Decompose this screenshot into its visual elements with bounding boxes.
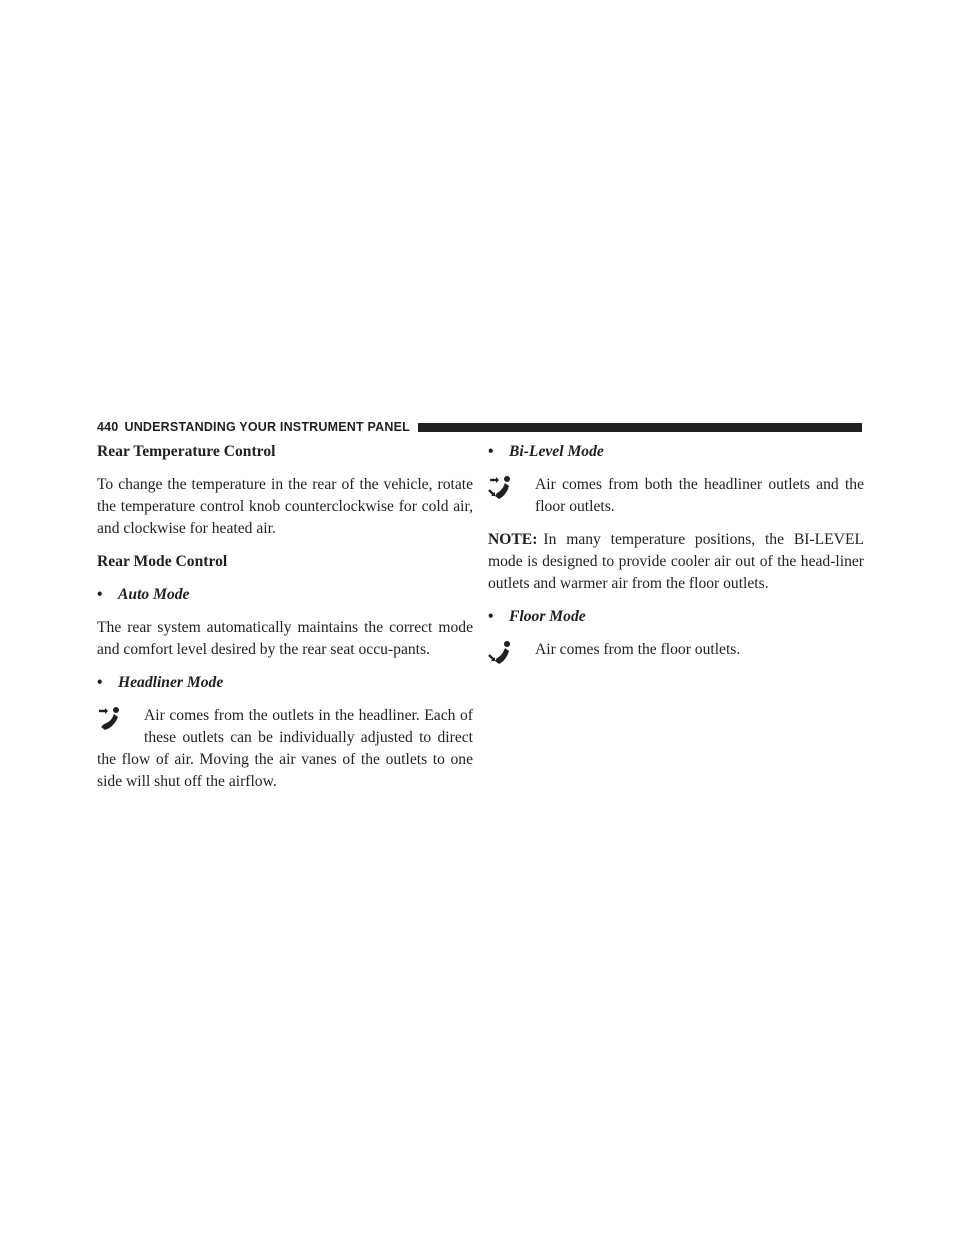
- note-label: NOTE:: [488, 531, 538, 548]
- page-header: [97, 418, 862, 436]
- rear-temperature-text: To change the temperature in the rear of the vehicle, rotate the temperature control knob counterclockwise for cold air, and clockwise for heated air.: [97, 476, 473, 537]
- headliner-mode-item: [97, 672, 473, 694]
- headliner-mode-label: Headliner Mode: [118, 674, 224, 691]
- note-paragraph: [488, 529, 864, 595]
- right-column: [488, 441, 864, 694]
- bullet: •: [97, 674, 103, 691]
- floor-mode-label: Floor Mode: [509, 608, 586, 625]
- bilevel-mode-text: Air comes from both the headliner outlets and the floor outlets.: [535, 476, 864, 515]
- floor-mode-description: [488, 639, 864, 683]
- note-text: In many temperature positions, the BI-LEVEL mode is designed to provide cooler air out of the head-liner outlets and warmer air from the floor outlets.: [488, 531, 864, 592]
- bullet: •: [97, 586, 103, 603]
- rear-temperature-heading: Rear Temperature Control: [97, 443, 276, 460]
- headliner-mode-text: Air comes from the outlets in the headliner. Each of these outlets can be individually adjusted to direct the flow of air. Moving the air vanes of the outlets to one side will shut off the airflow.: [97, 707, 473, 790]
- floor-mode-icon: [488, 639, 528, 683]
- bilevel-mode-icon: [488, 474, 528, 518]
- auto-mode-label: Auto Mode: [118, 586, 190, 603]
- bilevel-mode-item: [488, 441, 864, 463]
- floor-mode-item: [488, 606, 864, 628]
- auto-mode-text: The rear system automatically maintains the correct mode and comfort level desired by the rear seat occu-pants.: [97, 619, 473, 658]
- rear-mode-heading: Rear Mode Control: [97, 553, 228, 570]
- bullet: •: [488, 443, 494, 460]
- left-column: [97, 441, 473, 804]
- bullet: •: [488, 608, 494, 625]
- header-rule: [418, 423, 862, 432]
- section-title: UNDERSTANDING YOUR INSTRUMENT PANEL: [124, 420, 410, 434]
- bilevel-mode-label: Bi-Level Mode: [509, 443, 604, 460]
- headliner-mode-icon: [97, 705, 137, 749]
- auto-mode-item: [97, 584, 473, 606]
- headliner-mode-description: [97, 705, 473, 793]
- floor-mode-text: Air comes from the floor outlets.: [535, 641, 741, 658]
- page-number: 440: [97, 420, 119, 434]
- bilevel-mode-description: [488, 474, 864, 518]
